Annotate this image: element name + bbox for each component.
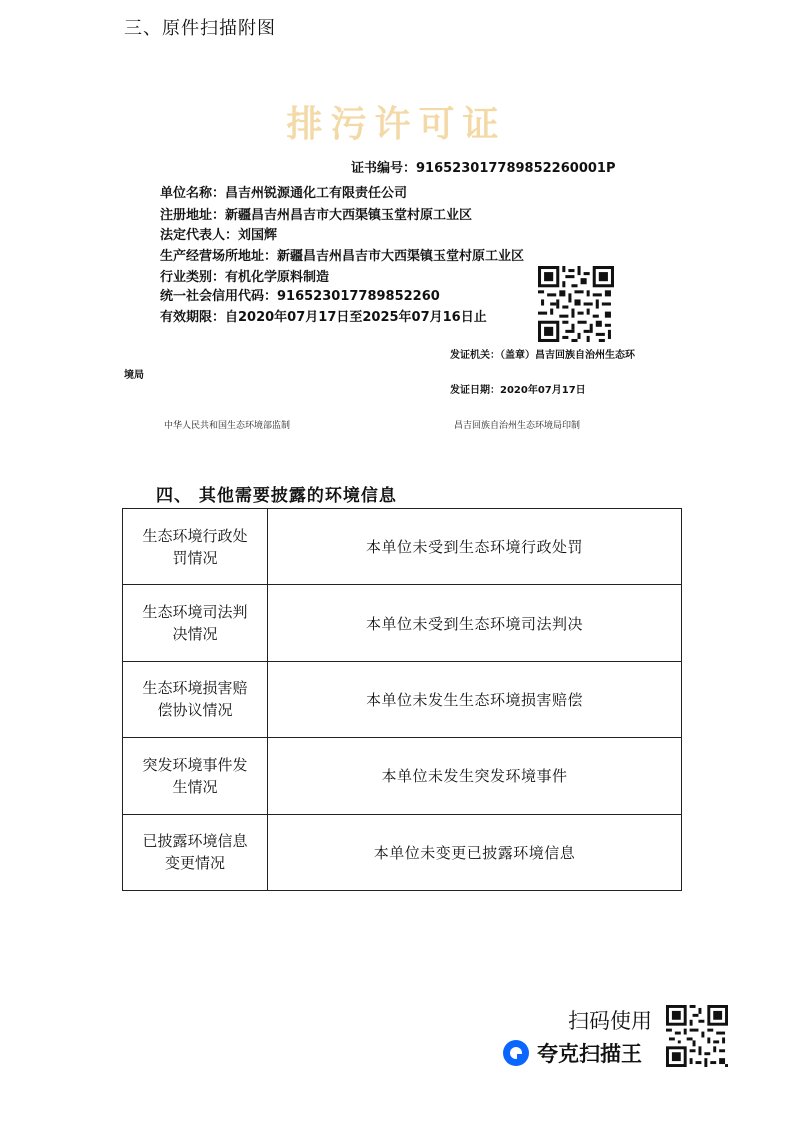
row-value: 本单位未发生突发环境事件 (268, 738, 682, 814)
quark-logo-icon (503, 1040, 529, 1066)
legal-representative: 法定代表人：刘国辉 (160, 228, 278, 243)
row-category: 生态环境行政处 罚情况 (123, 509, 268, 585)
row-value: 本单位未发生生态环境损害赔偿 (268, 661, 682, 737)
printed-by-note: 昌吉回族自治州生态环境局印制 (454, 421, 581, 431)
table-row (123, 814, 682, 890)
certificate-title: 排污许可证 (286, 104, 507, 145)
row-value: 本单位未受到生态环境司法判决 (268, 585, 682, 661)
environmental-info-table (122, 508, 682, 891)
brand-name: 夸克扫描王 (537, 1042, 642, 1066)
scan-to-use-text: 扫码使用 (568, 1009, 652, 1033)
issuing-authority-cont: 境局 (124, 370, 144, 381)
table-row (123, 738, 682, 814)
credit-code: 统一社会信用代码：916523017789852260 (160, 289, 440, 304)
certificate-qr-code-icon (538, 266, 614, 342)
issue-date: 发证日期：2020年07月17日 (450, 385, 586, 396)
row-value: 本单位未变更已披露环境信息 (268, 814, 682, 890)
registered-address: 注册地址：新疆昌吉州昌吉市大西渠镇玉堂村原工业区 (160, 208, 473, 223)
section-3-title: 三、原件扫描附图 (124, 18, 276, 39)
footer-qr-code-icon[interactable] (666, 1005, 728, 1067)
row-category: 生态环境司法判 决情况 (123, 585, 268, 661)
section-4-title: 四、 其他需要披露的环境信息 (156, 486, 397, 506)
unit-name: 单位名称：昌吉州锐源通化工有限责任公司 (160, 186, 408, 201)
production-address: 生产经营场所地址：新疆昌吉州昌吉市大西渠镇玉堂村原工业区 (160, 249, 525, 264)
issuing-authority: 发证机关：（盖章）昌吉回族自治州生态环 (450, 350, 635, 361)
row-category: 突发环境事件发 生情况 (123, 738, 268, 814)
supervised-by-note: 中华人民共和国生态环境部监制 (164, 421, 291, 431)
certificate-number: 证书编号：91652301778985226000​1P (351, 161, 616, 176)
validity-period: 有效期限：自2020年07月17日至2025年07月16日止 (160, 310, 487, 325)
row-value: 本单位未受到生态环境行政处罚 (268, 509, 682, 585)
industry-category: 行业类别：有机化学原料制造 (160, 270, 330, 285)
table-row (123, 509, 682, 585)
row-category: 生态环境损害赔 偿协议情况 (123, 661, 268, 737)
table-row (123, 661, 682, 737)
table-row (123, 585, 682, 661)
row-category: 已披露环境信息 变更情况 (123, 814, 268, 890)
